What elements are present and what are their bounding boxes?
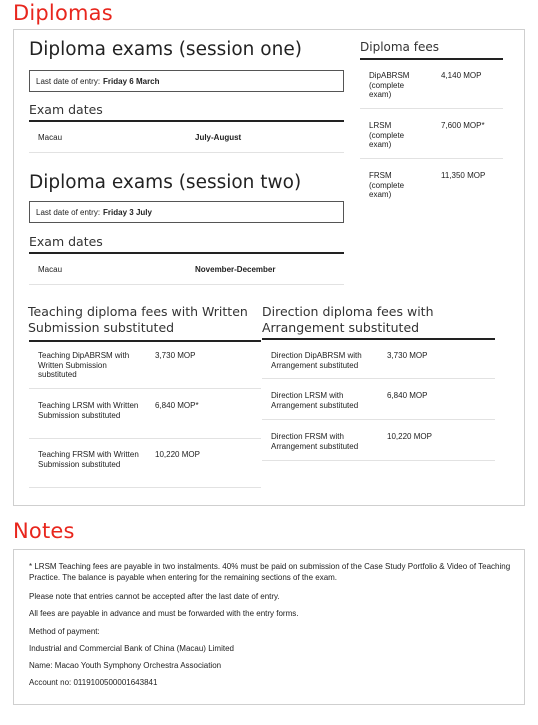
fee-name: LRSM (complete exam) [369, 121, 405, 149]
row-divider [29, 438, 261, 439]
teaching-fees-title: Teaching diploma fees with Written Submission substituted [28, 304, 248, 335]
teaching-fee-amount: 10,220 MOP [155, 450, 200, 459]
session-two-entry-box [29, 201, 344, 223]
entry-date: Friday 6 March [103, 76, 160, 86]
exam-dates-rule [29, 252, 344, 254]
teaching-rule [29, 340, 261, 342]
exam-period: November-December [195, 265, 276, 274]
teaching-fee-name: Teaching DipABRSM with Written Submission substituted [38, 351, 130, 379]
row-divider [262, 419, 495, 420]
note-fee-instalments: * LRSM Teaching fees are payable in two instalments. 40% must be paid on submission of the Case Study Portfolio & Video of Teaching Practice. The balance is payable when entering for the remaining sections of the exam. [29, 562, 511, 582]
notes-panel [13, 549, 525, 705]
row-divider [360, 108, 503, 109]
exam-dates-rule [29, 120, 344, 122]
direction-fee-name: Direction LRSM with Arrangement substituted [271, 391, 359, 410]
note-payment-method: Method of payment: [29, 627, 100, 636]
note-entry-deadline: Please note that entries cannot be accepted after the last date of entry. [29, 592, 280, 601]
direction-fees-title: Direction diploma fees with Arrangement substituted [262, 304, 434, 335]
direction-fee-name: Direction FRSM with Arrangement substituted [271, 432, 359, 451]
row-divider [29, 284, 344, 285]
row-divider [29, 388, 261, 389]
session-two-title: Diploma exams (session two) [29, 172, 302, 193]
session-one-exam-dates-title: Exam dates [29, 102, 103, 117]
fee-amount: 7,600 MOP* [441, 121, 485, 130]
fee-amount: 11,350 MOP [441, 171, 486, 180]
teaching-fee-name: Teaching LRSM with Written Submission substituted [38, 401, 139, 420]
entry-label: Last date of entry: [36, 207, 101, 217]
fee-name: FRSM (complete exam) [369, 171, 405, 199]
teaching-fee-name: Teaching FRSM with Written Submission substituted [38, 450, 139, 469]
diplomas-panel [13, 29, 525, 506]
note-advance-payment: All fees are payable in advance and must be forwarded with the entry forms. [29, 609, 299, 618]
exam-place: Macau [38, 133, 63, 142]
row-divider [29, 487, 261, 488]
row-divider [262, 378, 495, 379]
session-two-exam-dates-title: Exam dates [29, 234, 103, 249]
fees-rule [360, 58, 503, 60]
note-account-name: Name: Macao Youth Symphony Orchestra Association [29, 661, 222, 670]
notes-heading: Notes [13, 519, 75, 543]
teaching-fee-amount: 6,840 MOP* [155, 401, 199, 410]
direction-rule [262, 338, 495, 340]
direction-fee-amount: 3,730 MOP [387, 351, 428, 360]
session-one-title: Diploma exams (session one) [29, 39, 302, 60]
fee-amount: 4,140 MOP [441, 71, 482, 80]
entry-date: Friday 3 July [103, 207, 152, 217]
note-bank: Industrial and Commercial Bank of China (Macau) Limited [29, 644, 234, 653]
teaching-fee-amount: 3,730 MOP [155, 351, 196, 360]
direction-fee-name: Direction DipABRSM with Arrangement substituted [271, 351, 362, 370]
direction-fee-amount: 6,840 MOP [387, 391, 428, 400]
exam-period: July-August [195, 133, 242, 142]
fee-name: DipABRSM (complete exam) [369, 71, 410, 99]
direction-fee-amount: 10,220 MOP [387, 432, 432, 441]
row-divider [360, 158, 503, 159]
entry-label: Last date of entry: [36, 76, 101, 86]
note-account-number: Account no: 0119100500001643841 [29, 678, 158, 687]
exam-place: Macau [38, 265, 63, 274]
row-divider [29, 152, 344, 153]
diploma-fees-title: Diploma fees [360, 40, 439, 54]
session-one-entry-box [29, 70, 344, 92]
diplomas-heading: Diplomas [13, 1, 113, 25]
row-divider [262, 460, 495, 461]
